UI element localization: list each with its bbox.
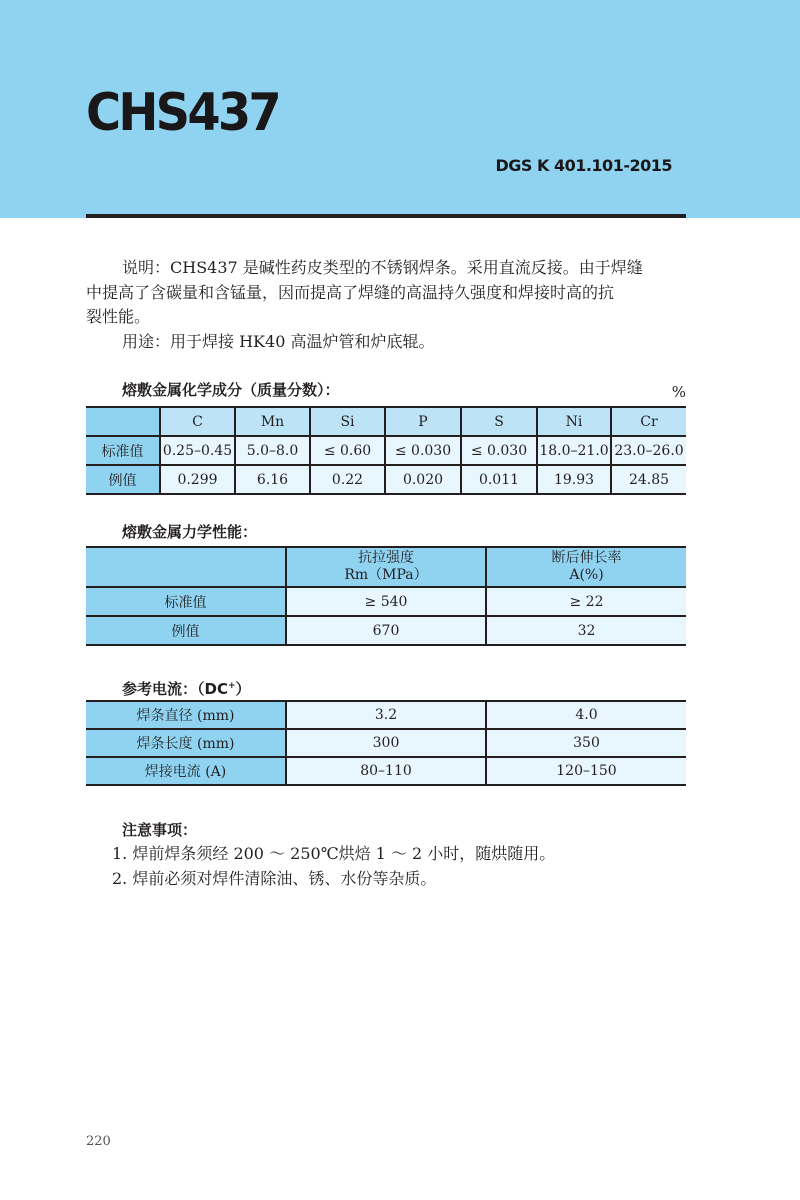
- chemical-unit: %: [671, 383, 686, 401]
- table-row: [86, 757, 686, 785]
- tensile-strength-label: 抗拉强度: [358, 550, 414, 566]
- chemical-table: [86, 406, 686, 495]
- chemical-header-cell: Cr: [611, 407, 686, 436]
- table-cell: 19.93: [537, 465, 611, 494]
- notes-list: [112, 842, 555, 891]
- table-cell: 18.0–21.0: [537, 436, 611, 465]
- table-cell: 24.85: [611, 465, 686, 494]
- list-item: 2. 焊前必须对焊件清除油、锈、水份等杂质。: [112, 868, 437, 888]
- mechanical-table: [86, 546, 686, 646]
- table-cell: ≥ 540: [286, 587, 486, 616]
- table-cell: 焊条直径 (mm): [86, 701, 286, 729]
- current-title-end: ）: [235, 680, 251, 698]
- table-cell: 80–110: [286, 757, 486, 785]
- description-label: 说明：: [122, 258, 171, 277]
- table-cell: 32: [486, 616, 686, 645]
- chemical-header-cell: Si: [310, 407, 385, 436]
- chemical-header-cell: C: [160, 407, 235, 436]
- usage-paragraph: [86, 330, 686, 355]
- table-cell: 0.011: [461, 465, 537, 494]
- chemical-header-cell: P: [385, 407, 461, 436]
- table-cell: 670: [286, 616, 486, 645]
- table-cell: ≤ 0.030: [385, 436, 461, 465]
- description-text-1: CHS437 是碱性药皮类型的不锈钢焊条。采用直流反接。由于焊缝: [170, 258, 643, 277]
- table-row: [86, 616, 686, 645]
- table-cell: 6.16: [235, 465, 310, 494]
- header-banner: [0, 0, 800, 218]
- description-text-2: 中提高了含碳量和含锰量，因而提高了焊缝的高温持久强度和焊接时高的抗: [86, 282, 615, 302]
- table-cell: ≤ 0.60: [310, 436, 385, 465]
- chemical-header-cell: Mn: [235, 407, 310, 436]
- current-title-text: 参考电流：（DC: [122, 680, 228, 698]
- table-cell: 标准值: [86, 587, 286, 616]
- table-cell: 120–150: [486, 757, 686, 785]
- chemical-header-cell: S: [461, 407, 537, 436]
- table-cell: 300: [286, 729, 486, 757]
- usage-text: 用于焊接 HK40 高温炉管和炉底辊。: [170, 332, 435, 351]
- table-cell: 例值: [86, 465, 160, 494]
- table-row: [86, 701, 686, 729]
- description-text-3: 裂性能。: [86, 307, 151, 326]
- description-paragraph: [86, 256, 686, 330]
- chemical-header-row: [86, 407, 686, 436]
- table-row: [86, 587, 686, 616]
- mechanical-title: 熔敷金属力学性能：: [122, 523, 258, 541]
- table-cell: 23.0–26.0: [611, 436, 686, 465]
- table-cell: 标准值: [86, 436, 160, 465]
- current-table: [86, 700, 686, 786]
- notes-title: 注意事项：: [122, 821, 198, 839]
- table-cell: 0.25–0.45: [160, 436, 235, 465]
- usage-label: 用途：: [122, 332, 171, 351]
- table-cell: 5.0–8.0: [235, 436, 310, 465]
- current-title-sup: +: [227, 681, 236, 691]
- table-cell: 焊接电流 (A): [86, 757, 286, 785]
- list-item: 1. 焊前焊条须经 200 ～ 250℃烘焙 1 ～ 2 小时，随烘随用。: [112, 844, 556, 863]
- table-cell: ≥ 22: [486, 587, 686, 616]
- table-row: [86, 436, 686, 465]
- table-cell: 3.2: [286, 701, 486, 729]
- table-cell: 例值: [86, 616, 286, 645]
- standard-code: DGS K 401.101-2015: [495, 156, 672, 175]
- header-divider: [86, 214, 686, 218]
- table-row: [86, 729, 686, 757]
- table-cell: 4.0: [486, 701, 686, 729]
- table-cell: ≤ 0.030: [461, 436, 537, 465]
- chemical-header-cell: [86, 407, 160, 436]
- table-row: [86, 465, 686, 494]
- mechanical-header-cell: [486, 547, 686, 587]
- chemical-title: 熔敷金属化学成分（质量分数）：: [122, 381, 340, 399]
- mechanical-header-cell: [86, 547, 286, 587]
- table-cell: 0.22: [310, 465, 385, 494]
- page-number: 220: [86, 1134, 111, 1149]
- page-title: CHS437: [86, 83, 279, 143]
- tensile-strength-unit: Rm（MPa）: [344, 567, 428, 583]
- table-cell: 焊条长度 (mm): [86, 729, 286, 757]
- elongation-unit: A(%): [569, 567, 604, 583]
- mechanical-header-cell: [286, 547, 486, 587]
- elongation-label: 断后伸长率: [551, 550, 622, 566]
- chemical-header-cell: Ni: [537, 407, 611, 436]
- current-title: [122, 676, 251, 699]
- table-cell: 350: [486, 729, 686, 757]
- table-cell: 0.020: [385, 465, 461, 494]
- table-cell: 0.299: [160, 465, 235, 494]
- mechanical-header-row: [86, 547, 686, 587]
